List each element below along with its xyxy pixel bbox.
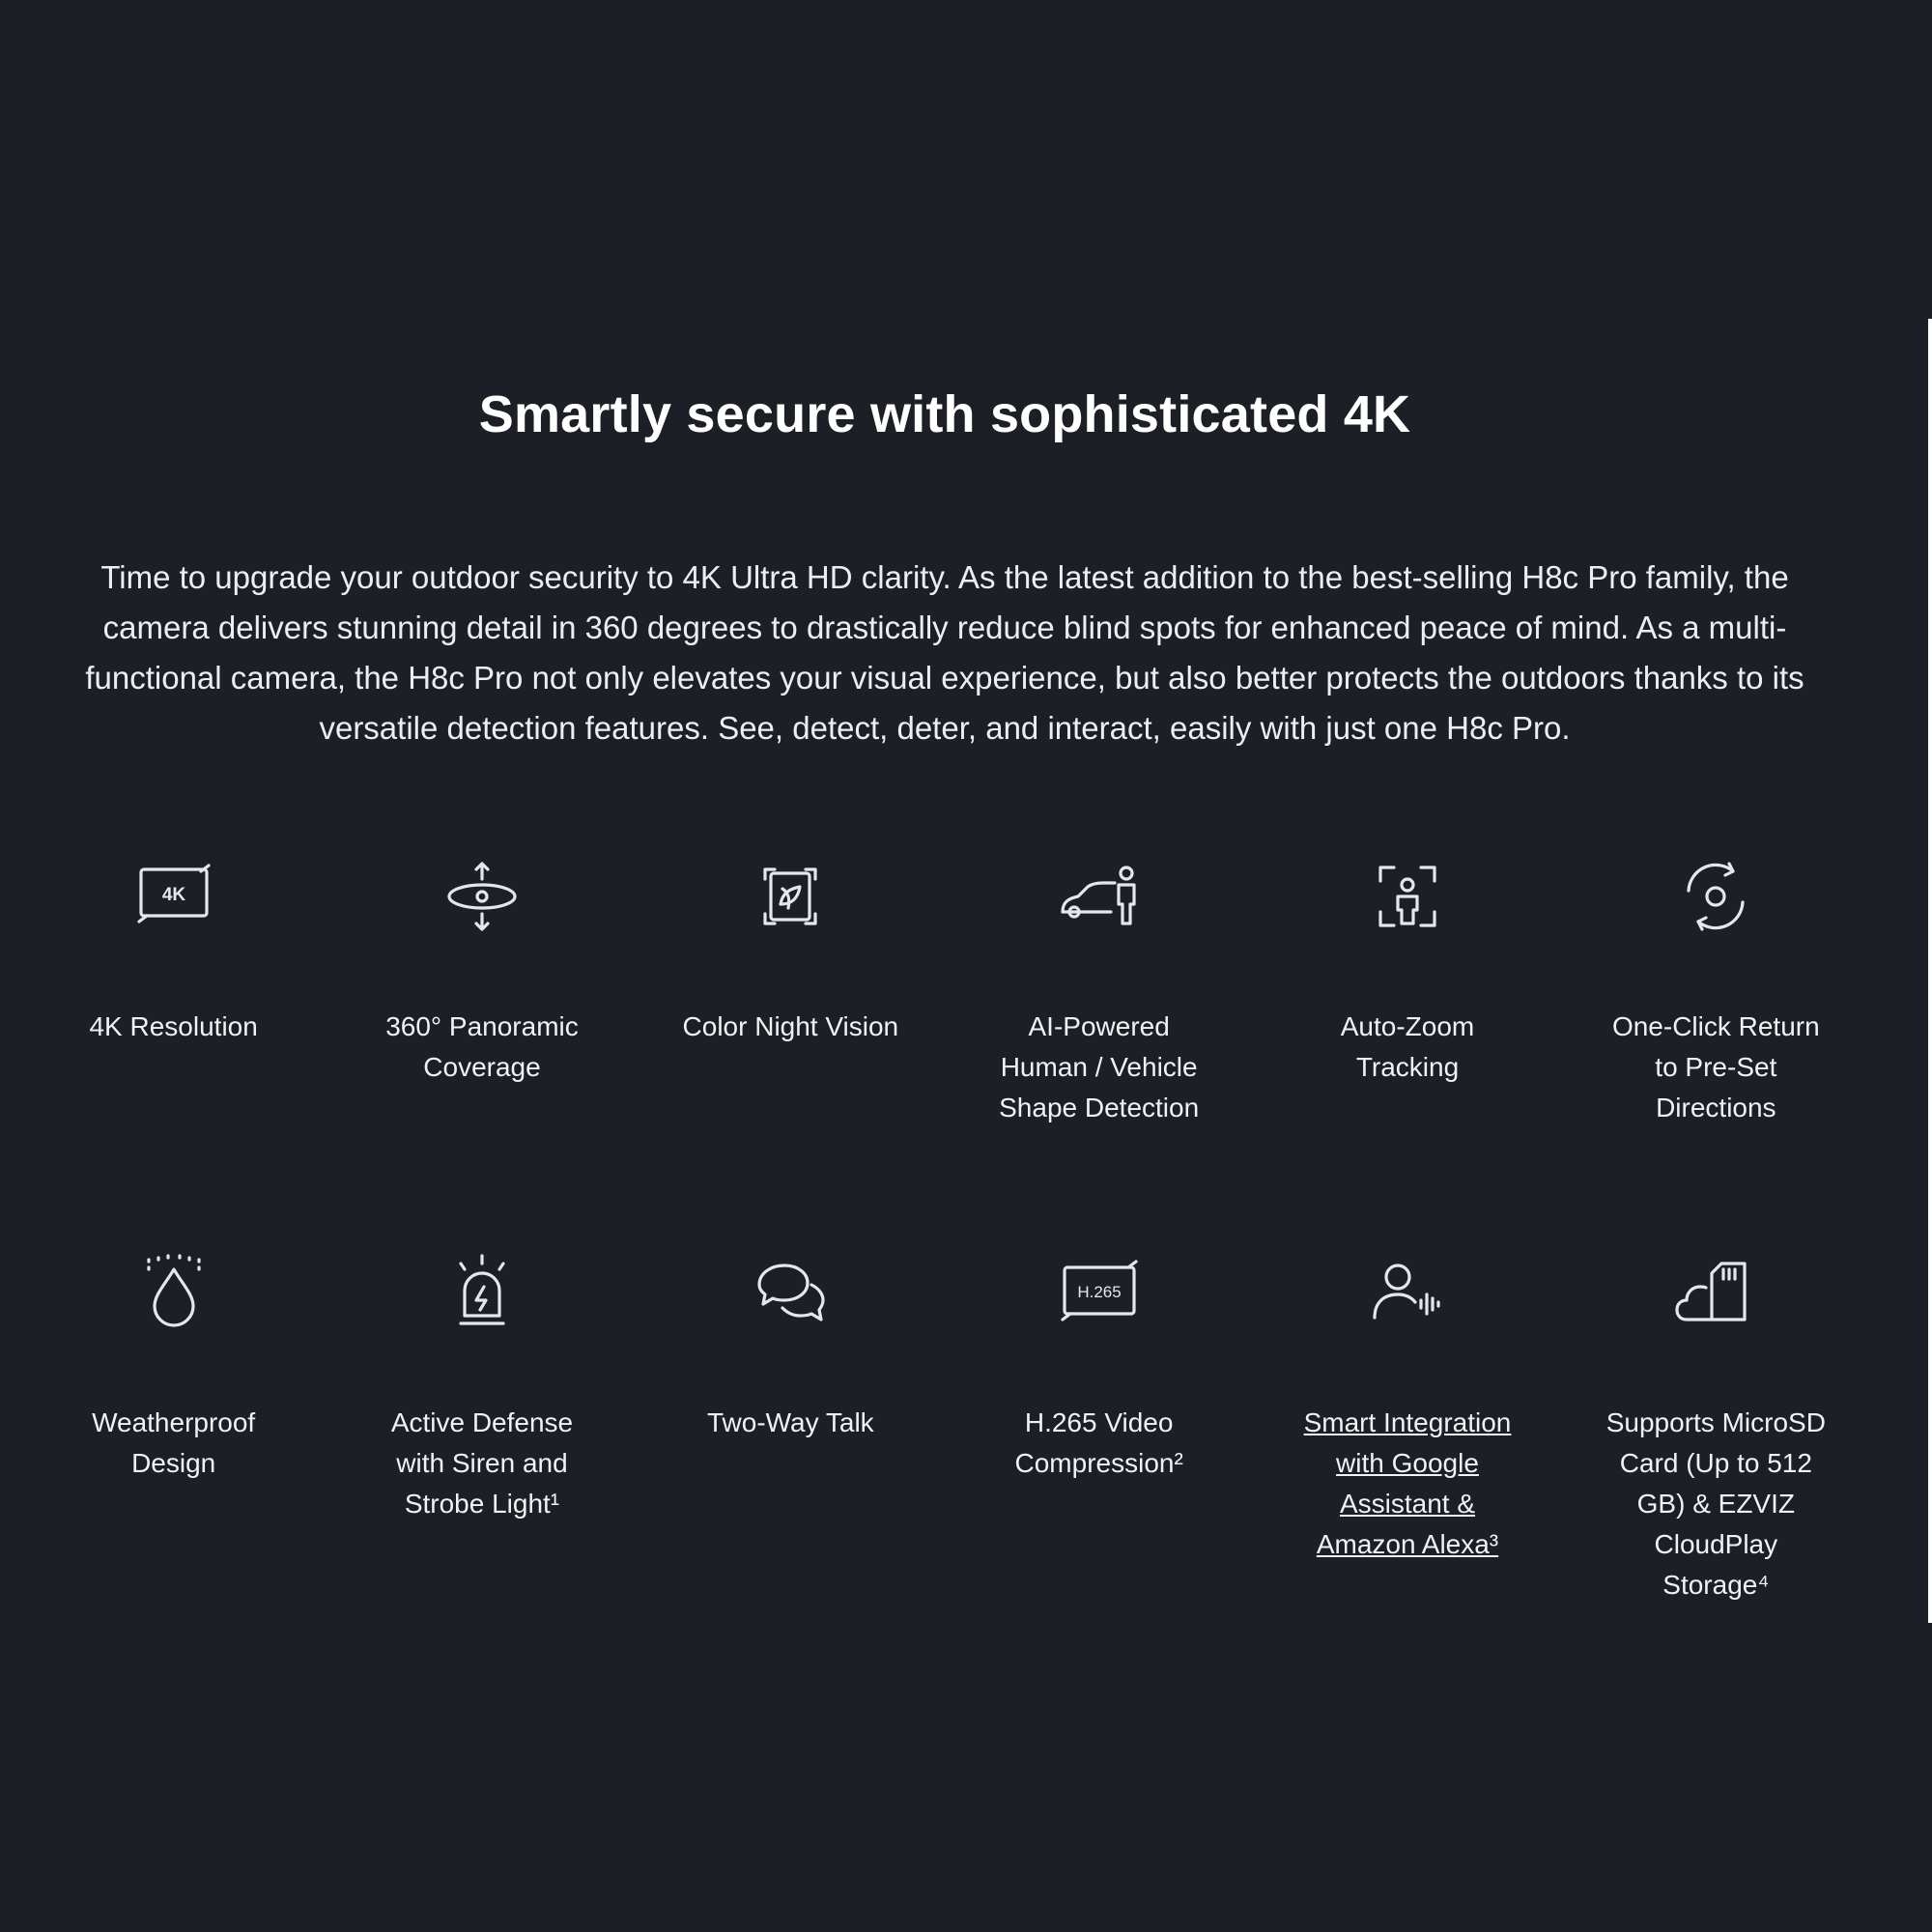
chat-bubbles-icon — [744, 1246, 837, 1339]
feature-label: AI-Powered Human / Vehicle Shape Detection — [999, 1011, 1200, 1122]
feature-label: Auto-Zoom Tracking — [1340, 1011, 1475, 1082]
smart-integration-link[interactable]: Smart Integration with Google Assistant & Amazon Alexa³ — [1303, 1407, 1512, 1559]
svg-text:4K: 4K — [161, 885, 185, 905]
feature-360-panoramic — [327, 850, 636, 1246]
return-preset-icon — [1669, 850, 1762, 943]
feature-label: 4K Resolution — [89, 1011, 258, 1041]
feature-weatherproof — [19, 1246, 327, 1652]
feature-label: Two-Way Talk — [706, 1407, 874, 1437]
h265-screen-icon — [1053, 1246, 1146, 1339]
feature-auto-zoom-tracking — [1253, 850, 1561, 1246]
voice-assistant-icon — [1361, 1246, 1454, 1339]
feature-active-defense — [327, 1246, 636, 1652]
feature-label: H.265 Video Compression² — [1014, 1407, 1183, 1478]
feature-two-way-talk — [637, 1246, 945, 1652]
feature-human-vehicle-detection — [945, 850, 1253, 1246]
page-right-edge — [1928, 319, 1932, 1623]
cloud-sd-card-icon — [1669, 1246, 1762, 1339]
feature-4k-resolution — [19, 850, 327, 1246]
auto-zoom-tracking-icon — [1361, 850, 1454, 943]
water-drop-icon — [128, 1246, 220, 1339]
feature-label: 360° Panoramic Coverage — [385, 1011, 579, 1082]
human-vehicle-icon — [1053, 850, 1146, 943]
siren-icon — [436, 1246, 528, 1339]
feature-smart-integration[interactable] — [1253, 1246, 1561, 1652]
feature-label: Active Defense with Siren and Strobe Light¹ — [390, 1407, 574, 1519]
feature-h265-compression — [945, 1246, 1253, 1652]
feature-label: One-Click Return to Pre-Set Directions — [1611, 1011, 1820, 1122]
rotation-360-icon — [436, 850, 528, 943]
4k-screen-icon — [128, 850, 220, 943]
feature-label: Supports MicroSD Card (Up to 512 GB) & EZVIZ CloudPlay Storage⁴ — [1605, 1407, 1826, 1600]
color-night-vision-icon — [744, 850, 837, 943]
feature-one-click-return — [1562, 850, 1870, 1246]
page-title: Smartly secure with sophisticated 4K — [478, 385, 1411, 443]
intro-paragraph: Time to upgrade your outdoor security to 4K Ultra HD clarity. As the latest addition to the best-selling H8c Pro family, the camera delivers stunning detail in 360 degrees to drastically reduce blind spots for enhanced peace of mind. As a multi-functional camera, the H8c Pro not only elevates your visual experience, but also better protects the outdoors thanks to its versatile detection features. See, detect, deter, and interact, easily with just one H8c Pro. — [85, 559, 1804, 746]
svg-text:H.265: H.265 — [1076, 1283, 1122, 1301]
feature-grid — [19, 850, 1870, 1652]
feature-label: Weatherproof Design — [92, 1407, 256, 1478]
feature-color-night-vision — [637, 850, 945, 1246]
feature-label: Color Night Vision — [682, 1011, 899, 1041]
feature-storage — [1562, 1246, 1870, 1652]
